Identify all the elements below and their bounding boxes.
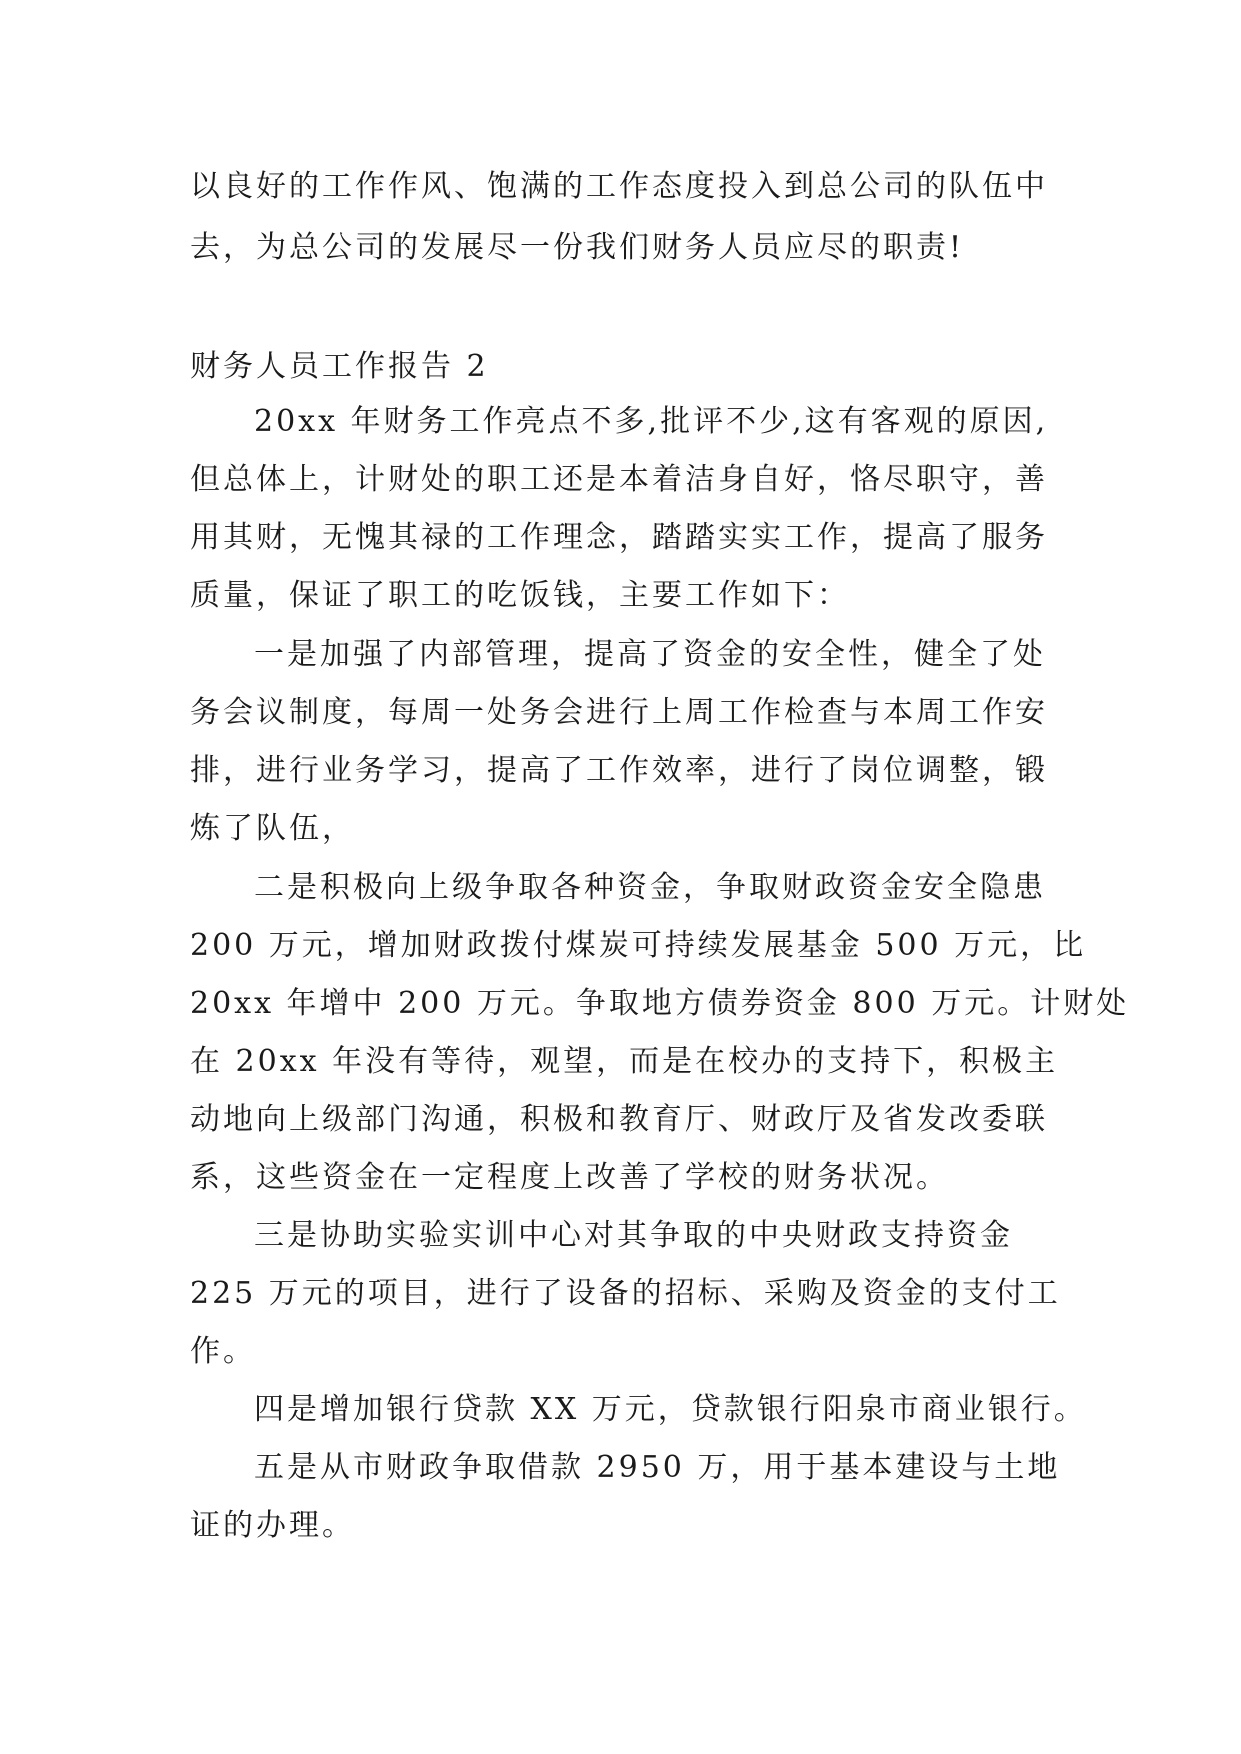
body-text-line: 证的办理。 xyxy=(190,1508,355,1543)
body-text-line: 20xx 年增中 200 万元。争取地方债券资金 800 万元。计财处 xyxy=(190,986,1130,1021)
body-text-line: 200 万元，增加财政拨付煤炭可持续发展基金 500 万元，比 xyxy=(190,928,1087,963)
paragraph-start-line: 三是协助实验实训中心对其争取的中央财政支持资金 xyxy=(254,1218,1013,1253)
body-text-line: 排，进行业务学习，提高了工作效率，进行了岗位调整，锻 xyxy=(190,753,1048,788)
body-text-line: 务会议制度，每周一处务会进行上周工作检查与本周工作安 xyxy=(190,695,1048,730)
body-text-line: 225 万元的项目，进行了设备的招标、采购及资金的支付工 xyxy=(190,1276,1061,1311)
paragraph-start-line: 五是从市财政争取借款 2950 万，用于基本建设与土地 xyxy=(254,1450,1061,1485)
section-heading: 财务人员工作报告 2 xyxy=(190,349,489,384)
body-text-line: 以良好的工作作风、饱满的工作态度投入到总公司的队伍中 xyxy=(190,169,1048,204)
body-text-line: 在 20xx 年没有等待，观望，而是在校办的支持下，积极主 xyxy=(190,1044,1059,1079)
body-text-line: 作。 xyxy=(190,1334,256,1369)
body-text-line: 系，这些资金在一定程度上改善了学校的财务状况。 xyxy=(190,1160,949,1195)
paragraph-start-line: 20xx 年财务工作亮点不多,批评不少,这有客观的原因, xyxy=(254,404,1049,439)
body-text-line: 但总体上，计财处的职工还是本着洁身自好，恪尽职守，善 xyxy=(190,462,1048,497)
body-text-line: 去，为总公司的发展尽一份我们财务人员应尽的职责! xyxy=(190,230,965,265)
body-text-line: 质量，保证了职工的吃饭钱，主要工作如下： xyxy=(190,578,850,613)
body-text-line: 用其财，无愧其禄的工作理念，踏踏实实工作，提高了服务 xyxy=(190,520,1048,555)
body-text-line: 炼了队伍， xyxy=(190,811,355,846)
paragraph-start-line: 二是积极向上级争取各种资金，争取财政资金安全隐患 xyxy=(254,870,1046,905)
paragraph-start-line: 四是增加银行贷款 XX 万元，贷款银行阳泉市商业银行。 xyxy=(254,1392,1087,1427)
paragraph-start-line: 一是加强了内部管理，提高了资金的安全性，健全了处 xyxy=(254,637,1046,672)
body-text-line: 动地向上级部门沟通，积极和教育厅、财政厅及省发改委联 xyxy=(190,1102,1048,1137)
